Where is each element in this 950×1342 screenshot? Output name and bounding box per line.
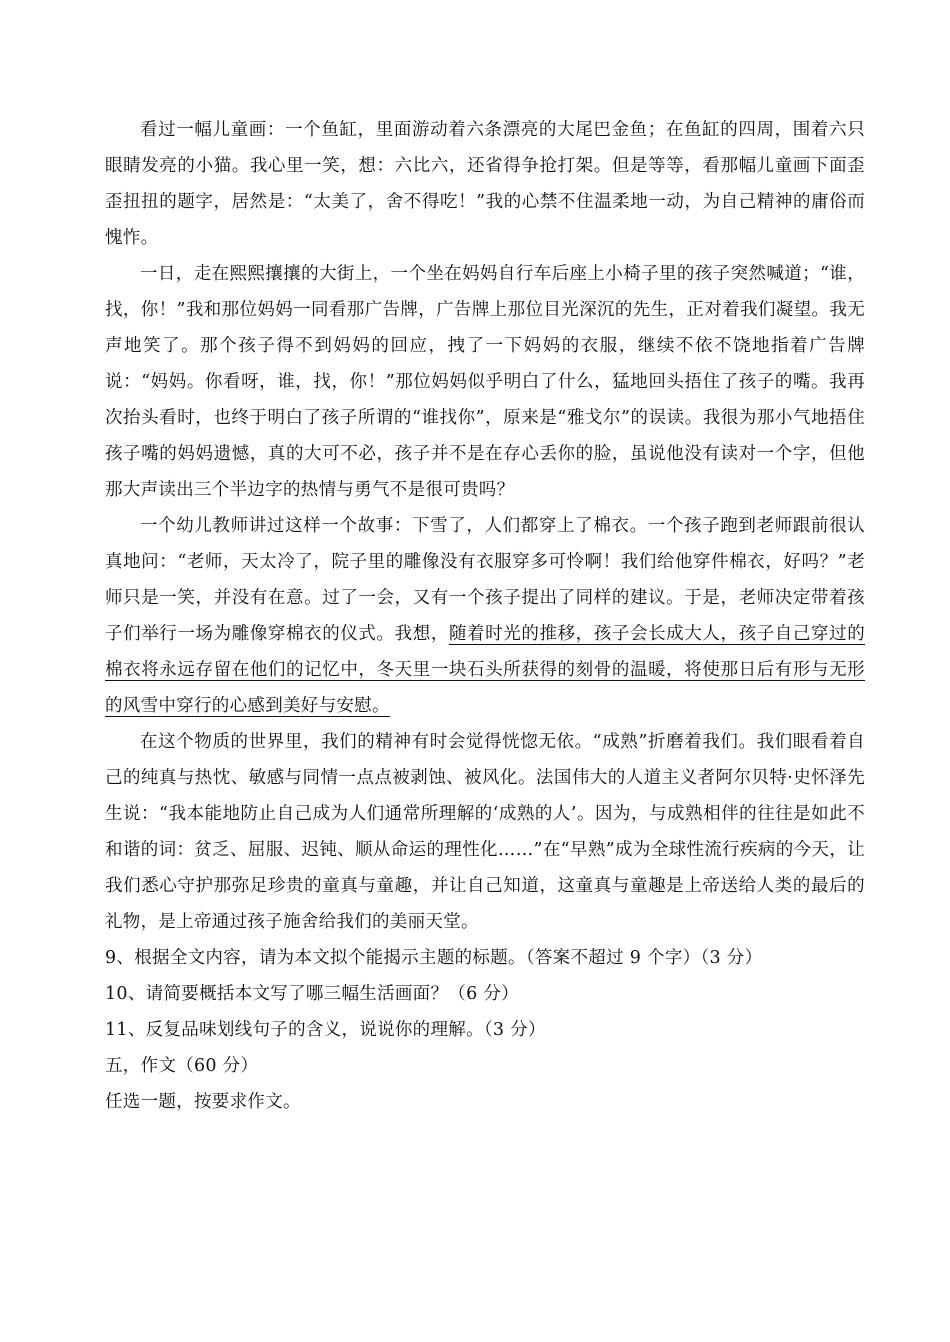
passage-paragraph-2: 一日，走在熙熙攘攘的大街上，一个坐在妈妈自行车后座上小椅子里的孩子突然喊道；“谁，找，你！”我和那位妈妈一同看那广告牌，广告牌上那位目光深沉的先生，正对着我们凝望。我无声地笑了。那个孩子得不到妈妈的回应，拽了一下妈妈的衣服，继续不依不饶地指着广告牌说：“妈妈。你看呀，谁，找，你！”那位妈妈似乎明白了什么，猛地回头捂住了孩子的嘴。我再次抬头看时，也终于明白了孩子所谓的“谁找你”，原来是“雅戈尔”的误读。我很为那小气地捂住孩子嘴的妈妈遗憾，真的大可不必，孩子并不是在存心丢你的脸，虽说他没有读对一个字，但他那大声读出三个半边字的热情与勇气不是很可贵吗？: [105, 264, 865, 500]
passage-paragraph-1: 看过一幅儿童画：一个鱼缸，里面游动着六条漂亮的大尾巴金鱼；在鱼缸的四周，围着六只眼睛发亮的小猫。我心里一笑，想：六比六，还省得争抢打架。但是等等，看那幅儿童画下面歪歪扭扭的题字，居然是：“太美了，舍不得吃！”我的心禁不住温柔地一动，为自己精神的庸俗而愧怍。: [105, 120, 865, 248]
underlined-sentence: 随着时光的推移，孩子会长成大人，孩子自己穿过的棉衣将永远存留在他们的记忆中，冬天里一块石头所获得的刻骨的温暖，将使那日后有形与无形的风雪中穿行的心感到美好与安慰。: [105, 624, 865, 716]
passage-paragraph-3-text: 一个幼儿教师讲过这样一个故事：下雪了，人们都穿上了棉衣。一个孩子跑到老师跟前很认真地问：“老师，天太冷了，院子里的雕像没有衣服穿多可怜啊！我们给他穿件棉衣，好吗？”老师只是一笑，并没有在意。过了一会，又有一个孩子提出了同样的建议。于是，老师决定带着孩子们举行一场为雕像穿棉衣的仪式。我想，: [105, 516, 865, 644]
passage-paragraph-4: 在这个物质的世界里，我们的精神有时会觉得恍惚无依。“成熟”折磨着我们。我们眼看着自己的纯真与热忱、敏感与同情一点点被剥蚀、被风化。法国伟大的人道主义者阿尔贝特·史怀泽先生说：“我本能地防止自己成为人们通常所理解的‘成熟的人’。因为，与成熟相伴的往往是如此不和谐的词：贫乏、屈服、迟钝、顺从命运的理性化……”在“早熟”成为全球性流行疾病的今天，让我们悉心守护那弥足珍贵的童真与童趣，并让自己知道，这童真与童趣是上帝送给人类的最后的礼物，是上帝通过孩子施舍给我们的美丽天堂。: [105, 732, 865, 932]
question-9: 9、根据全文内容，请为本文拟个能揭示主题的标题。（答案不超过 9 个字）（3 分）: [105, 948, 763, 968]
passage-paragraph-3: [105, 508, 865, 724]
section-heading: 五，作文（60 分）: [105, 1056, 259, 1076]
section-instruction: 任选一题，按要求作文。: [105, 1092, 301, 1112]
question-10: 10、请简要概括本文写了哪三幅生活画面？（6 分）: [105, 984, 519, 1004]
question-11: 11、反复品味划线句子的含义，说说你的理解。（3 分）: [105, 1020, 546, 1040]
document-page: [105, 112, 865, 1120]
